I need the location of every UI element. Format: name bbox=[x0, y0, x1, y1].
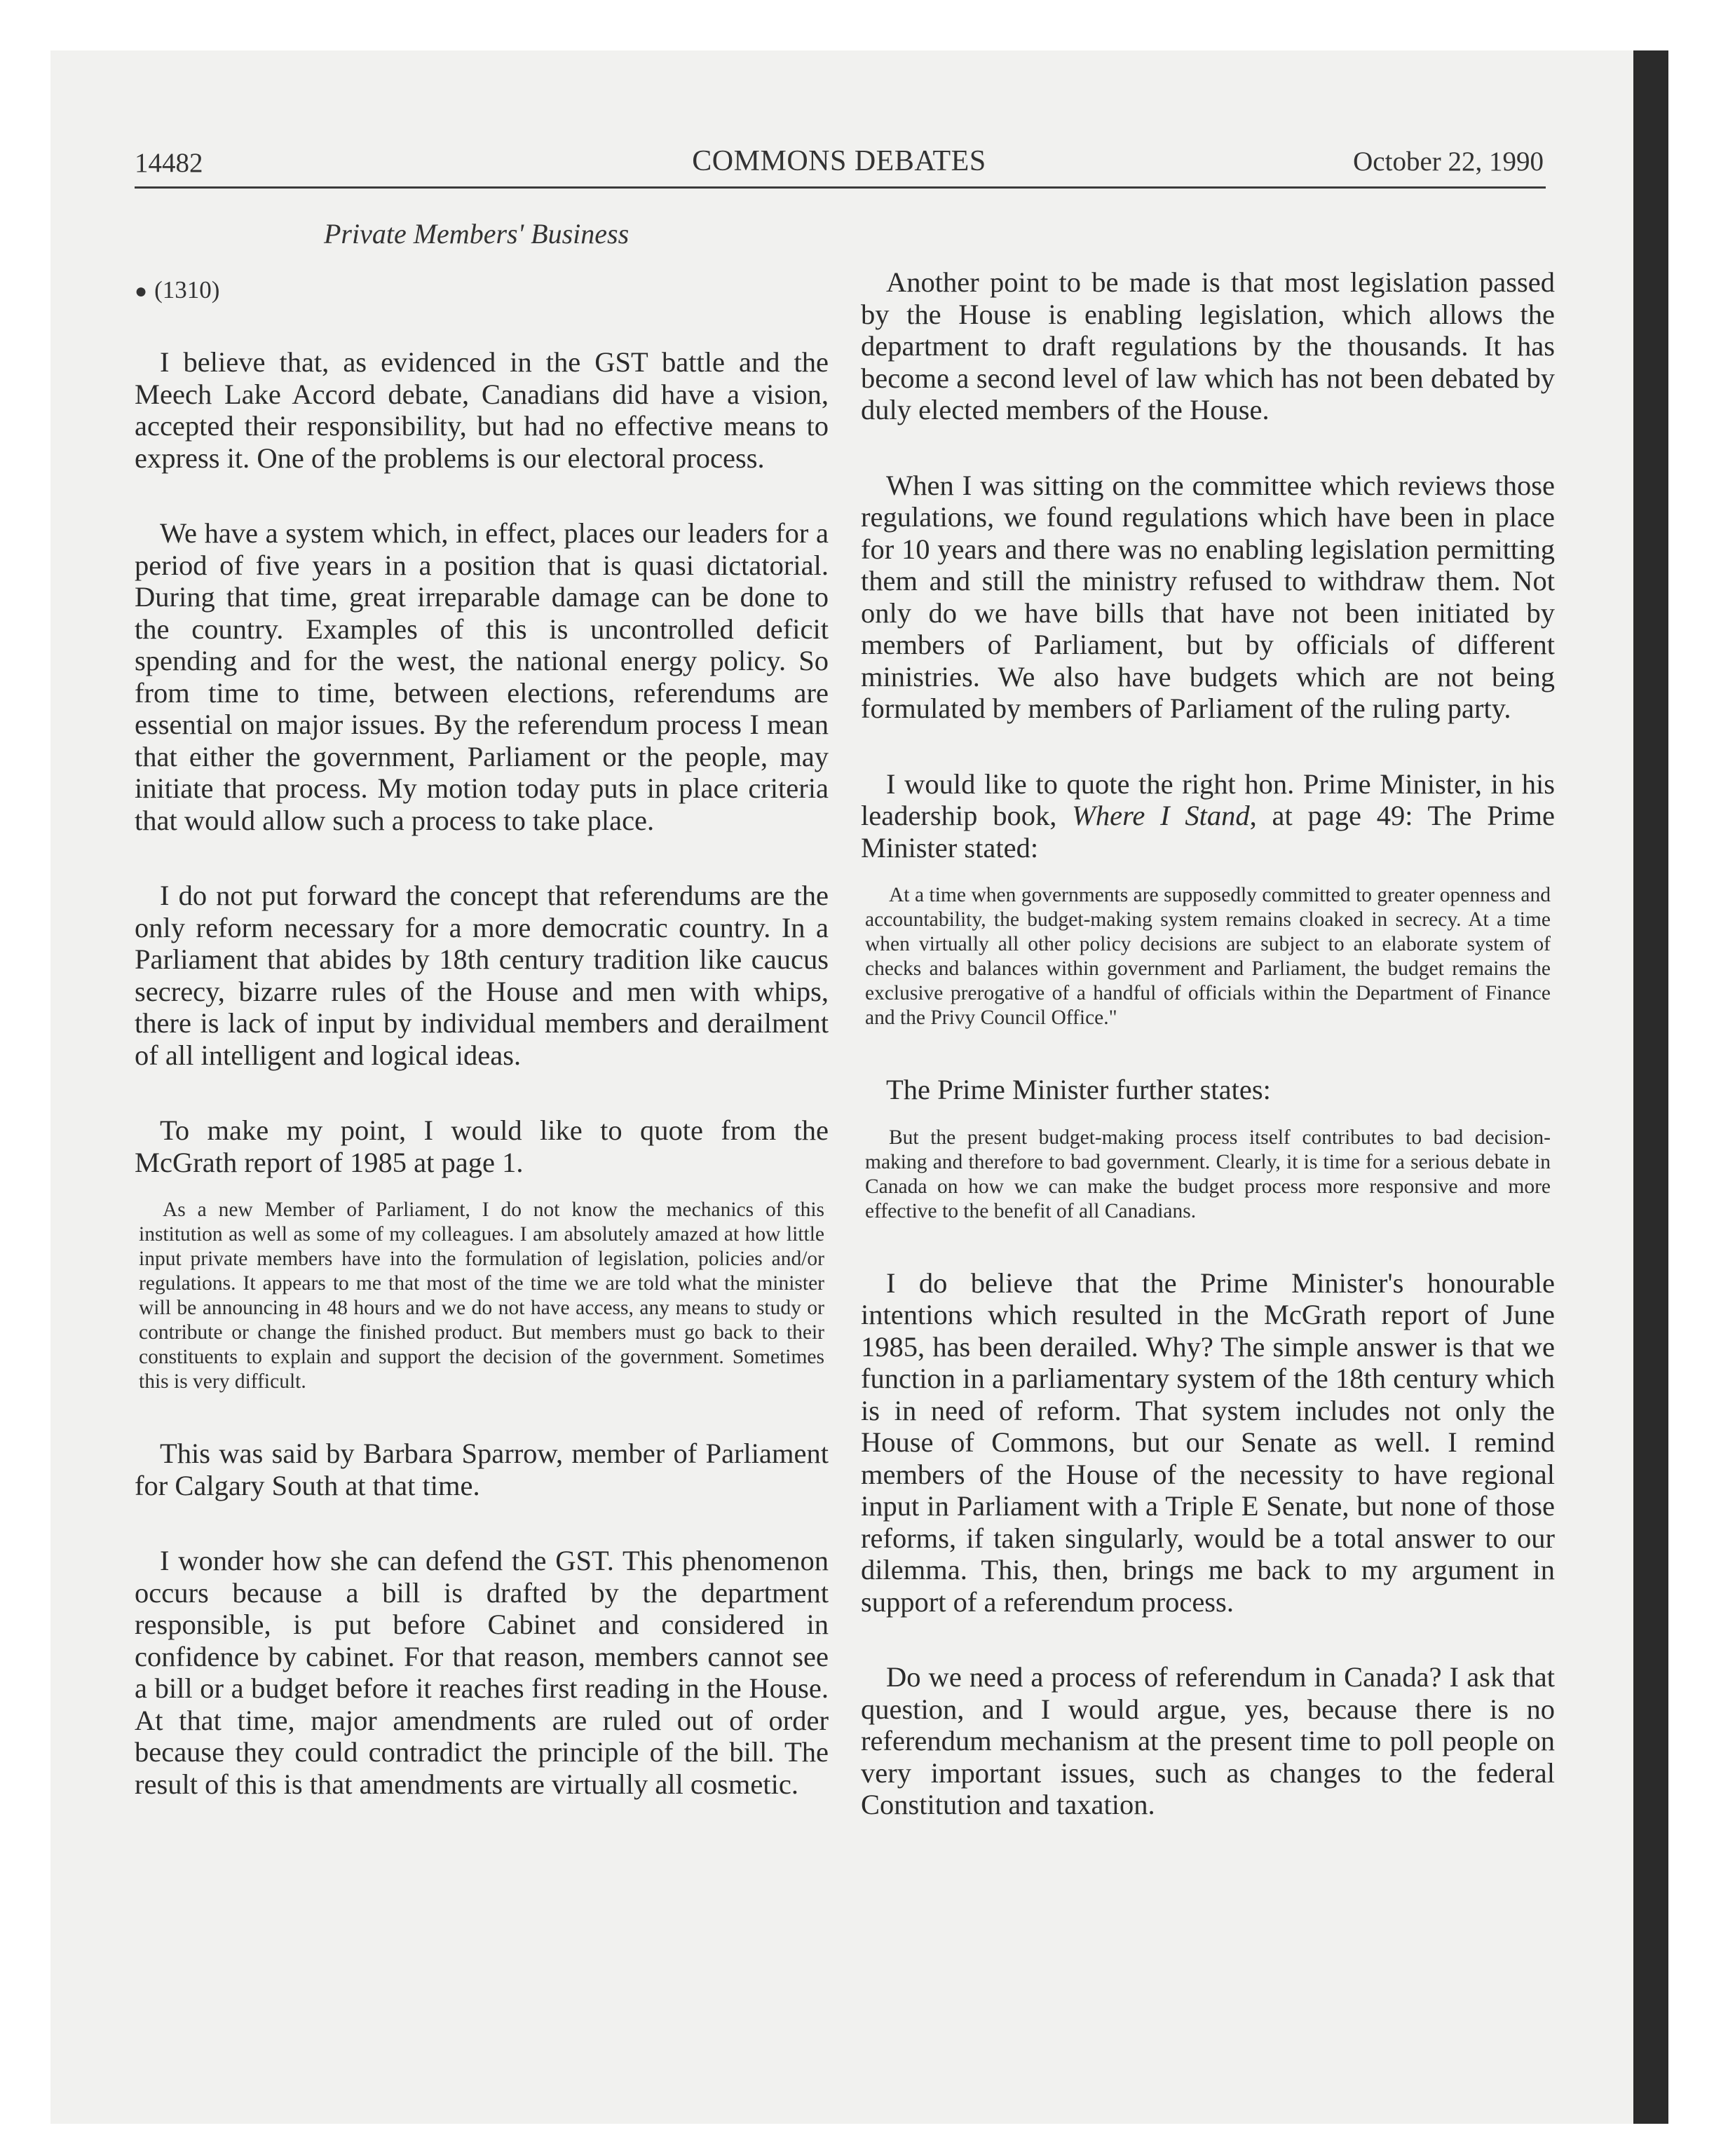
paragraph-text: , at page 49: The Prime Minister stated: bbox=[861, 800, 1555, 864]
page-header bbox=[135, 137, 1544, 179]
page-number: 14482 bbox=[135, 148, 203, 178]
bullet-icon: ● bbox=[135, 280, 148, 303]
paragraph: I believe that, as evidenced in the GST battle and the Meech Lake Accord debate, Canadians did have a vision, accepted their responsibility, but had no effective means to express it. One of the problems is our electoral process. bbox=[135, 346, 829, 474]
header-rule bbox=[135, 186, 1546, 189]
book-title: Where I Stand bbox=[1072, 800, 1250, 831]
block-quote: But the present budget-making process itself contributes to bad decision-making and therefore to bad government. Clearly, it is time for a serious debate in Canada on how we can make the budget process more responsive and more effective to the benefit of all Canadians. bbox=[865, 1126, 1551, 1222]
paragraph: To make my point, I would like to quote from the McGrath report of 1985 at page 1. bbox=[135, 1114, 829, 1178]
right-column bbox=[861, 266, 1555, 1821]
paragraph: When I was sitting on the committee which reviews those regulations, we found regulations which have been in place for 10 years and there was no enabling legislation permitting them and still the ministry refused to withdraw them. Not only do we have bills that have not been initiated by members of Parliament, but by officials of different ministries. We also have budgets which are not being formulated by members of Parliament of the ruling party. bbox=[861, 469, 1555, 724]
left-column bbox=[135, 266, 829, 1800]
block-quote: At a time when governments are supposedly committed to greater openness and accountability, the budget-making system remains cloaked in secrecy. At a time when virtually all other policy decisions are subject to an elaborate system of checks and balances within government and Parliament, the budget remains the exclusive prerogative of a handful of officials within the Department of Finance and the Privy Council Office." bbox=[865, 884, 1551, 1029]
paragraph: We have a system which, in effect, places our leaders for a period of five years in a position that is quasi dictatorial. During that time, great irreparable damage can be done to the country. Examples of this is uncontrolled deficit spending and for the west, the national energy policy. So from time to time, between elections, referendums are essential on major issues. By the referendum process I mean that either the government, Parliament or the people, may initiate that process. My motion today puts in place criteria that would allow such a process to take place. bbox=[135, 517, 829, 836]
paragraph: Another point to be made is that most legislation passed by the House is enabling legislation, which allows the department to draft regulations by the thousands. It has become a second level of law which has not been debated by duly elected members of the House. bbox=[861, 266, 1555, 425]
paragraph: I wonder how she can defend the GST. This phenomenon occurs because a bill is drafted by the department responsible, is put before Cabinet and considered in confidence by cabinet. For that reason, members cannot see a bill or a budget before it reaches first reading in the House. At that time, major amendments are ruled out of order because they could contradict the principle of the bill. The result of this is that amendments are virtually all cosmetic. bbox=[135, 1545, 829, 1800]
paragraph: Do we need a process of referendum in Canada? I ask that question, and I would argue, yes, because there is no referendum mechanism at the present time to poll people on very important issues, such as changes to the federal Constitution and taxation. bbox=[861, 1661, 1555, 1820]
paragraph-text: I would like to quote the right hon. Prime Minister, in his leadership book, bbox=[861, 767, 1555, 831]
paragraph: This was said by Barbara Sparrow, member of Parliament for Calgary South at that time. bbox=[135, 1438, 829, 1501]
block-quote: As a new Member of Parliament, I do not know the mechanics of this institution as well as some of my colleagues. I am absolutely amazed at how little input private members have into the formulation of legislation, policies and/or regulations. It appears to me that most of the time we are told what the minister will be announcing in 48 hours and we do not have access, any means to study or contribute or change the finished product. But members must go back to their constituents to explain and support the decision of the government. Sometimes this is very difficult. bbox=[139, 1199, 824, 1393]
paragraph bbox=[861, 768, 1555, 864]
time-marker bbox=[135, 276, 829, 318]
scan-binding-edge bbox=[1633, 50, 1668, 2124]
publication-date: October 22, 1990 bbox=[1353, 146, 1544, 177]
section-title: Private Members' Business bbox=[324, 218, 630, 250]
paragraph: I do believe that the Prime Minister's honourable intentions which resulted in the McGrath report of June 1985, has been derailed. Why? The simple answer is that we function in a parliamentary system of the 18th century which is in need of reform. That system includes not only the House of Commons, but our Senate as well. I remind members of the House of the necessity to have regional input in Parliament with a Triple E Senate, but none of those reforms, if taken singularly, would be a total answer to our dilemma. This, then, brings me back to my argument in support of a referendum process. bbox=[861, 1267, 1555, 1618]
paragraph: The Prime Minister further states: bbox=[886, 1074, 1271, 1105]
time-marker-text: (1310) bbox=[154, 276, 220, 303]
publication-title: COMMONS DEBATES bbox=[692, 145, 986, 177]
paragraph: I do not put forward the concept that referendums are the only reform necessary for a more democratic country. In a Parliament that abides by 18th century tradition like caucus secrecy, bizarre rules of the House and men with whips, there is lack of input by individual members and derailment of all intelligent and logical ideas. bbox=[135, 880, 829, 1071]
